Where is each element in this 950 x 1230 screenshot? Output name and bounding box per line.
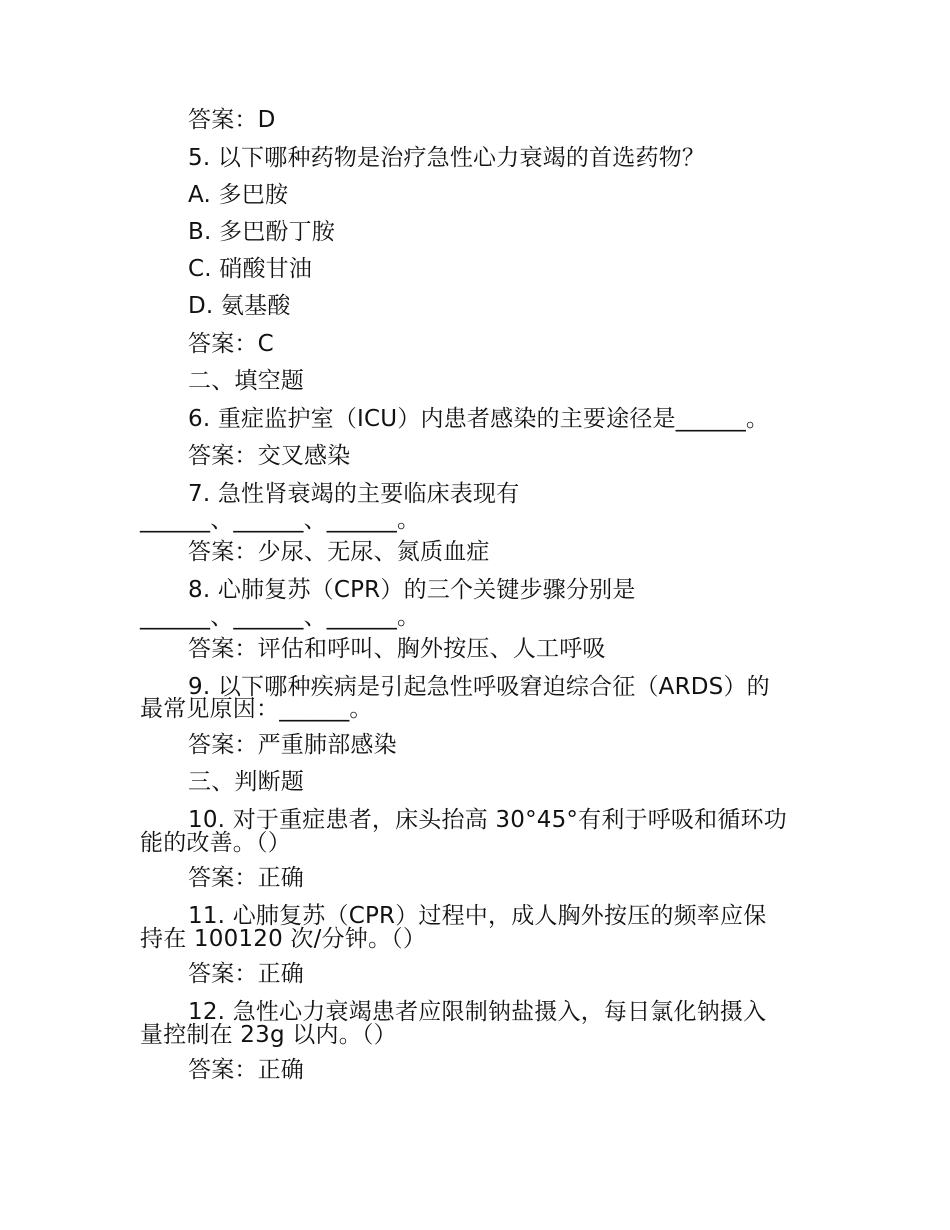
answer-9: 答案：严重肺部感染 <box>188 732 397 758</box>
answer-6: 答案：交叉感染 <box>188 443 351 469</box>
answer-5: 答案：C <box>188 331 274 357</box>
question-7: 7. 急性肾衰竭的主要临床表现有 <box>188 481 520 507</box>
question-11: 11. 心肺复苏（CPR）过程中，成人胸外按压的频率应保 <box>188 903 767 929</box>
question-8-blanks: ______、______、______。 <box>140 604 421 630</box>
answer-8: 答案：评估和呼叫、胸外按压、人工呼吸 <box>188 636 606 662</box>
answer-11: 答案：正确 <box>188 961 304 987</box>
answer-10: 答案：正确 <box>188 865 304 891</box>
answer-4: 答案：D <box>188 107 276 133</box>
question-12: 12. 急性心力衰竭患者应限制钠盐摄入，每日氯化钠摄入 <box>188 999 767 1025</box>
section-heading-true-false: 三、判断题 <box>188 769 304 795</box>
answer-12: 答案：正确 <box>188 1057 304 1083</box>
question-8: 8. 心肺复苏（CPR）的三个关键步骤分别是 <box>188 577 636 603</box>
question-5: 5. 以下哪种药物是治疗急性心力衰竭的首选药物？ <box>188 145 706 171</box>
question-10-cont: 能的改善。（） <box>140 830 291 856</box>
question-10: 10. 对于重症患者，床头抬高 30°45°有利于呼吸和循环功 <box>188 807 787 833</box>
question-9: 9. 以下哪种疾病是引起急性呼吸窘迫综合征（ARDS）的 <box>188 674 770 700</box>
option-d: D. 氨基酸 <box>188 293 291 319</box>
question-7-blanks: ______、______、______。 <box>140 507 421 533</box>
answer-7: 答案：少尿、无尿、氮质血症 <box>188 539 490 565</box>
option-b: B. 多巴酚丁胺 <box>188 219 336 245</box>
question-6: 6. 重症监护室（ICU）内患者感染的主要途径是______。 <box>188 406 770 432</box>
section-heading-fill-blank: 二、填空题 <box>188 368 304 394</box>
option-c: C. 硝酸甘油 <box>188 256 313 282</box>
question-11-cont: 持在 100120 次/分钟。（） <box>140 926 427 952</box>
question-9-cont: 最常见原因：______。 <box>140 696 373 722</box>
option-a: A. 多巴胺 <box>188 182 289 208</box>
question-12-cont: 量控制在 23g 以内。（） <box>140 1022 397 1048</box>
